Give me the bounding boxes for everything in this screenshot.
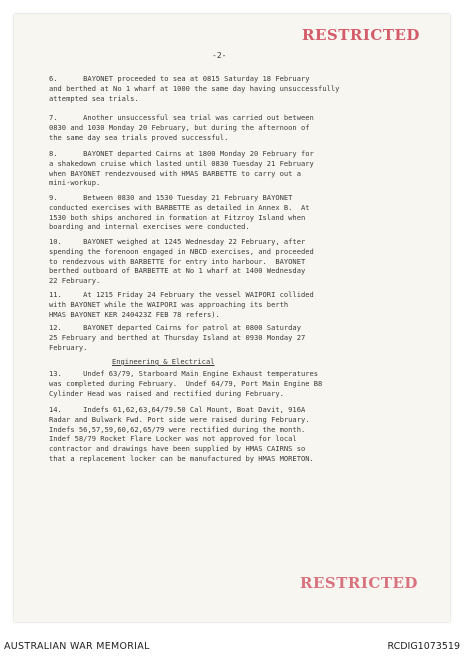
section-heading-engineering: Engineering & Electrical — [112, 357, 215, 366]
restricted-stamp-bottom: RESTRICTED — [300, 574, 418, 592]
paragraph-9: 9. Between 0830 and 1530 Tuesday 21 February BAYONET conducted exercises with BARBETTE as detailed in Annex B. At 1530 both ships anchored in formation at Fitzroy Island when boarding and internal exercises were conducted. — [49, 193, 310, 232]
paragraph-12: 12. BAYONET departed Cairns for patrol at 0800 Saturday 25 February and berthed at Thursday Island at 0930 Monday 27 February. — [49, 323, 306, 352]
page-number: -2- — [212, 51, 227, 60]
paragraph-6: 6. BAYONET proceeded to sea at 0815 Saturday 18 February and berthed at No 1 wharf at 1000 the same day having unsuccessfully attempted sea trials. — [49, 74, 340, 103]
paragraph-10: 10. BAYONET weighed at 1245 Wednesday 22 February, after spending the forenoon engaged in NBCD exercises, and proceeded to rendezvous with BARBETTE for entry into harbour. BAYONET berthed outboard of BARBETTE at No 1 wharf at 1400 Wednesday 22 February. — [49, 237, 314, 286]
restricted-stamp-top: RESTRICTED — [302, 26, 420, 44]
footer-bar — [0, 628, 464, 666]
paragraph-11: 11. At 1215 Friday 24 February the vessel WAIPORI collided with BAYONET while the WAIPORI was approaching its berth HMAS BAYONET KER 240423Z FEB 78 refers). — [49, 290, 314, 319]
paragraph-13: 13. Undef 63/79, Starboard Main Engine Exhaust temperatures was completed during February. Undef 64/79, Port Main Engine B8 Cylinder Head was raised and rectified during February. — [49, 369, 323, 398]
paragraph-8: 8. BAYONET departed Cairns at 1800 Monday 20 February for a shakedown cruise which lasted until 0830 Tuesday 21 February when BAYONET rendezvoused with HMAS BARBETTE to carry out a mini-workup. — [49, 149, 314, 188]
paragraph-14: 14. Indefs 61,62,63,64/79.50 Cal Mount, Boat Davit, 916A Radar and Bulwark Fwd. Port side were raised during February. Indefs 56,57,59,60,62,65/79 were rectified during the month. Indef 58/79 Rocket Flare Locker was not approved for local contractor and drawings have been supplied by HMAS CAIRNS so that a replacement locker can be manufactured by HMAS MORETON. — [49, 405, 314, 463]
source-label: AUSTRALIAN WAR MEMORIAL — [4, 641, 150, 652]
paragraph-7: 7. Another unsuccessful sea trial was carried out between 0830 and 1030 Monday 20 February, but during the afternoon of the same day sea trials proved successful. — [49, 113, 314, 142]
record-id: RCDIG1073519 — [387, 641, 460, 652]
